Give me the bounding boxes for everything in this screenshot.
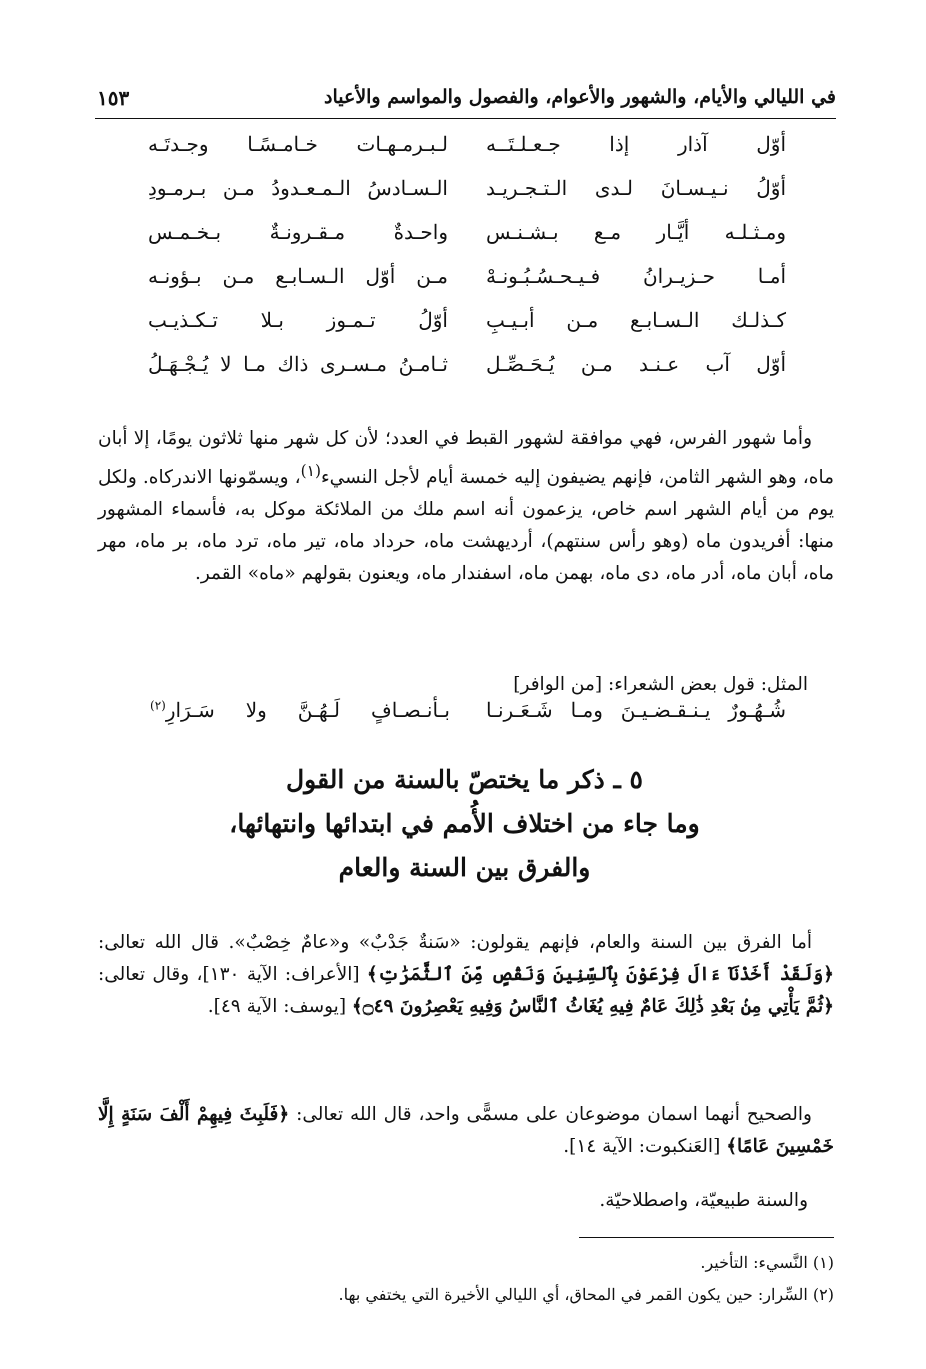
footnote-number: (١) [812, 1253, 834, 1272]
verse-first-hemistich: أمـا حـزيـرانُ فـيـحـسُـبُـونـهْ [486, 264, 786, 288]
verse-first-hemistich: أوّل آذار إذا جـعـلـتَــه [486, 132, 786, 156]
footnote [98, 1247, 834, 1279]
quran-quote: ﴿فَلَبِثَ فِيهِمْ أَلْفَ سَنَةٍ إِلَّا خَمْسِينَ عَامًا﴾ [98, 1103, 834, 1157]
verse-second-hemistich: ثـامـنُ مـسـرى ذاك مـا لا يُـجْـهَـلُ [148, 352, 448, 376]
poem-verse [148, 220, 786, 264]
paragraph-text: [العَنكبوت: الآية ١٤]. [563, 1135, 727, 1157]
poem [148, 132, 786, 396]
footnote [98, 1279, 834, 1311]
poem-verse [148, 176, 786, 220]
verse-first-hemistich: ومـثـلـه أيَّـار مـع بـشـنـس [486, 220, 786, 244]
footnotes [98, 1247, 834, 1311]
verse-second-hemistich: مـن أوّل الـسـابـع مـن بـؤونـه [148, 264, 448, 288]
page-header [95, 82, 836, 119]
verse-first-hemistich: شُـهُـورٌ يـنـقـضـيـنَ ومـا شَـعَـرنـا [486, 698, 786, 722]
paragraph-persian-months [98, 423, 834, 590]
footnote-ref-2[interactable]: (٢) [150, 698, 166, 713]
page-number: ١٥٣ [97, 86, 130, 110]
paragraph-year-types: والسنة طبيعيّة، واصطلاحيّة. [599, 1189, 808, 1211]
section-heading [95, 758, 834, 890]
footnote-text: السِّرار: حين يكون القمر في المحاق، أي الليالي الأخيرة التي يختفي بها. [338, 1285, 808, 1304]
verse-first-hemistich: أوّل آب عـنـد مـن يُـحَـصِّـل [486, 352, 786, 376]
heading-line: ٥ ـ ذكر ما يختصّ بالسنة من القول [286, 765, 643, 794]
paragraph-text: [يوسف: الآية ٤٩]. [207, 995, 352, 1017]
poem-verse [148, 264, 786, 308]
footnote-separator [579, 1237, 834, 1238]
paragraph-text: أما الفرق بين السنة والعام، فإنهم يقولون: «سَنةٌ جَدْبٌ» و«عامٌ خِصْبٌ». قال الله تعالى: [98, 931, 812, 953]
verse-second-hemistich: أوّلُ تـمـوز بـلا تـكـذيـب [148, 308, 448, 332]
verse-first-hemistich: كـذلـك الـسـابـع مـن أبـيـبِ [486, 308, 786, 332]
paragraph-correct-view [98, 1099, 834, 1163]
heading-line: وما جاء من اختلاف الأُمم في ابتدائها وانتهائها، [229, 809, 700, 838]
poem-verse [148, 132, 786, 176]
example-verse [150, 698, 786, 738]
verse-first-hemistich: أوّلُ نـيـسـانَ لـدى الـتـجـريـد [486, 176, 786, 200]
paragraph-year-vs-aam [98, 927, 834, 1023]
poem-verse [148, 352, 786, 396]
footnote-text: النَّسيء: التأخير. [700, 1253, 808, 1272]
hemistich-text: بـأنـصـافٍ لَـهُـنَّ ولا سَـرَارِ [165, 698, 450, 722]
paragraph-text: [الأعراف: الآية ١٣٠]، وقال تعالى: [98, 963, 367, 985]
footnote-ref-1[interactable]: (١) [300, 461, 321, 480]
verse-second-hemistich [150, 698, 450, 722]
verse-second-hemistich: لـبـرمـهـات خـامـسًـا وجـدتَـه [148, 132, 448, 156]
running-title: في الليالي والأيام، والشهور والأعوام، والفصول والمواسم والأعياد [324, 86, 836, 108]
paragraph-text: وأما شهور الفرس، فهي موافقة لشهور القبط في العدد؛ لأن كل شهر منها ثلاثون يومًا، إلا أبان ماه، وهو الشهر الثامن، فإنهم يضيفون إليه خمسة أيام لأجل النسيء [98, 427, 834, 488]
heading-line: والفرق بين السنة والعام [338, 853, 591, 882]
example-intro: المثل: قول بعض الشعراء: [من الوافر] [513, 673, 808, 695]
paragraph-text: ، ويسمّونها الاندركاه. ولكل يوم من أيام الشهر اسم خاص، يزعمون أنه اسم ملك من الملائكة موكل به، فأسماء المشهور منها: أفريدون ماه (وهو رأس سنتهم)، أرديهشت ماه، حرداد ماه، تير ماه، ترد ماه، بر ماه، مهر ماه، أبان ماه، أدر ماه، دى ماه، بهمن ماه، اسفندار ماه، ويعنون بقولهم «ماه» القمر. [98, 466, 834, 584]
footnote-number: (٢) [812, 1285, 834, 1304]
paragraph-text: والصحيح أنهما اسمان موضوعان على مسمًّى واحد، قال الله تعالى: [289, 1103, 812, 1125]
poem-verse [148, 308, 786, 352]
quran-quote: ﴿وَلَقَدْ أَخَذْنَآ ءَالَ فِرْعَوْنَ بِٱلسِّنِينَ وَنَقْصٍ مِّنَ ٱلثَّمَرَٰتِ﴾ [366, 963, 834, 985]
verse-second-hemistich: الـسـادسُ الـمـعـدودُ مـن بـرمـودِ [148, 176, 448, 200]
verse-second-hemistich: واحـدةٌ مـقـرونـةٌ بـخـمـس [148, 220, 448, 244]
quran-quote: ﴿ثُمَّ يَأْتِي مِنۢ بَعْدِ ذَٰلِكَ عَامٌ فِيهِ يُغَاثُ ٱلنَّاسُ وَفِيهِ يَعْصِرُونَ ۝٤٩﴾ [351, 995, 834, 1017]
